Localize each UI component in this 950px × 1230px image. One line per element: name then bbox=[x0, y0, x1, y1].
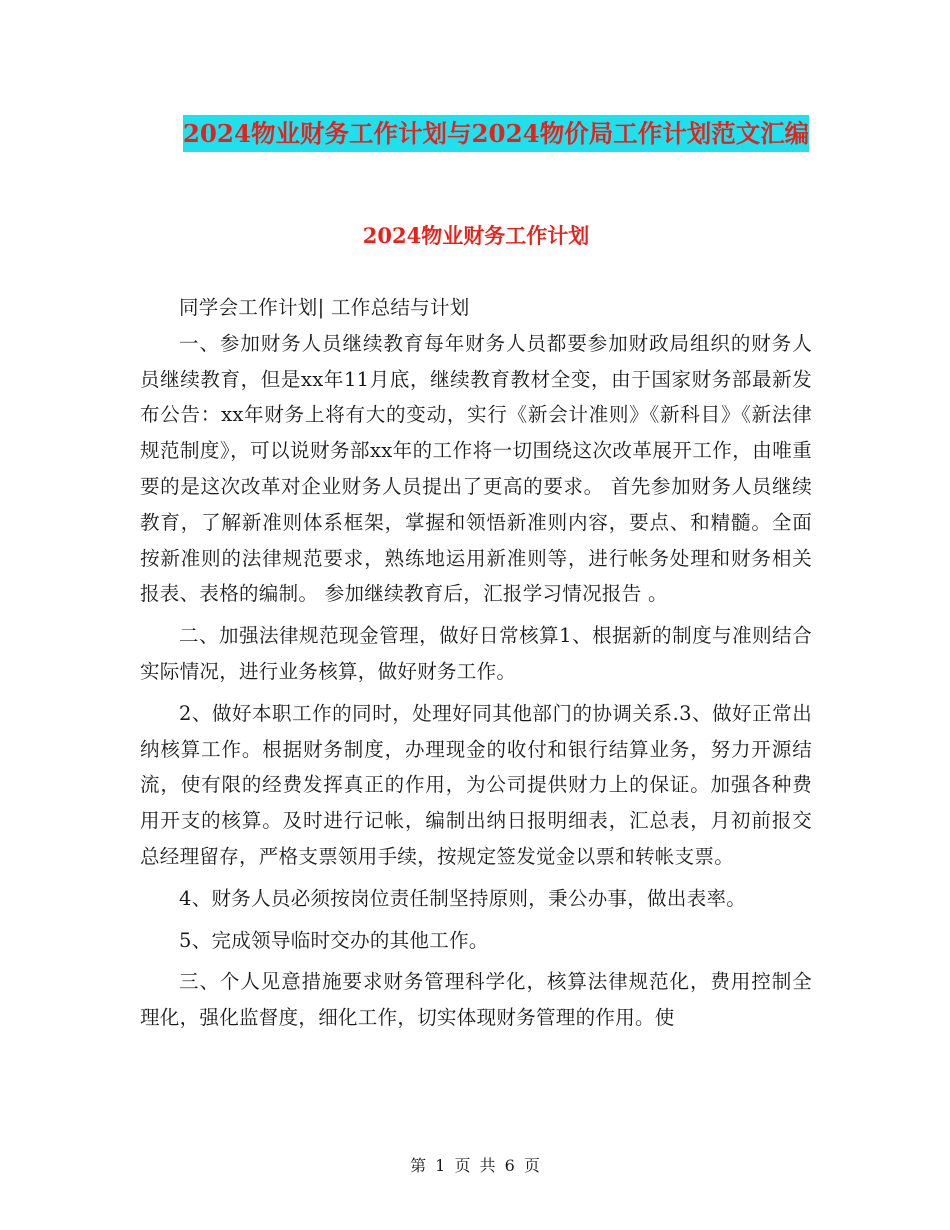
document-body bbox=[140, 290, 812, 1036]
paragraph-heading-line: 同学会工作计划| 工作总结与计划 bbox=[179, 296, 470, 319]
paragraph-2: 二、加强法律规范现金管理，做好日常核算1、根据新的制度与准则结合实际情况，进行业务核算，做好财务工作。 bbox=[140, 624, 812, 683]
paragraph-4: 4、财务人员必须按岗位责任制坚持原则，秉公办事，做出表率。 bbox=[179, 886, 747, 910]
paragraph-3: 2、做好本职工作的同时，处理好同其他部门的协调关系.3、做好正常出纳核算工作。根据财务制度，办理现金的收付和银行结算业务，努力开源结流，使有限的经费发挥真正的作用，为公司提供财力上的保证。加强各种费用开支的核算。及时进行记帐，编制出纳日报明细表，汇总表，月初前报交总经理留存，严格支票领用手续，按规定签发觉金以票和转帐支票。 bbox=[140, 701, 812, 868]
paragraph-5: 5、完成领导临时交办的其他工作。 bbox=[179, 928, 489, 952]
paragraph-6: 三、个人见意措施要求财务管理科学化，核算法律规范化，费用控制全理化，强化监督度，细化工作，切实体现财务管理的作用。使 bbox=[140, 970, 812, 1030]
document-title bbox=[140, 112, 852, 156]
section-title: 2024物业财务工作计划 bbox=[362, 223, 590, 248]
paragraph-1: 一、参加财务人员继续教育每年财务人员都要参加财政局组织的财务人员继续教育，但是xx年11月底，继续教育教材全变，由于国家财务部最新发布公告：xx年财务上将有大的变动，实行《新会计准则》《新科目》《新法律规范制度》，可以说财务部xx年的工作将一切围绕这次改革展开工作，由唯重要的是这次改革对企业财务人员提出了更高的要求。 首先参加财务人员继续教育，了解新准则体系框架，掌握和领悟新准则内容，要点、和精髓。全面按新准则的法律规范要求，熟练地运用新准则等，进行帐务处理和财务相关报表、表格的编制。 参加继续教育后，汇报学习情况报告 。 bbox=[140, 331, 812, 606]
document-title-highlight: 2024物业财务工作计划与2024物价局工作计划范文汇编 bbox=[183, 115, 809, 152]
page-footer: 第 1 页 共 6 页 bbox=[410, 1156, 540, 1175]
